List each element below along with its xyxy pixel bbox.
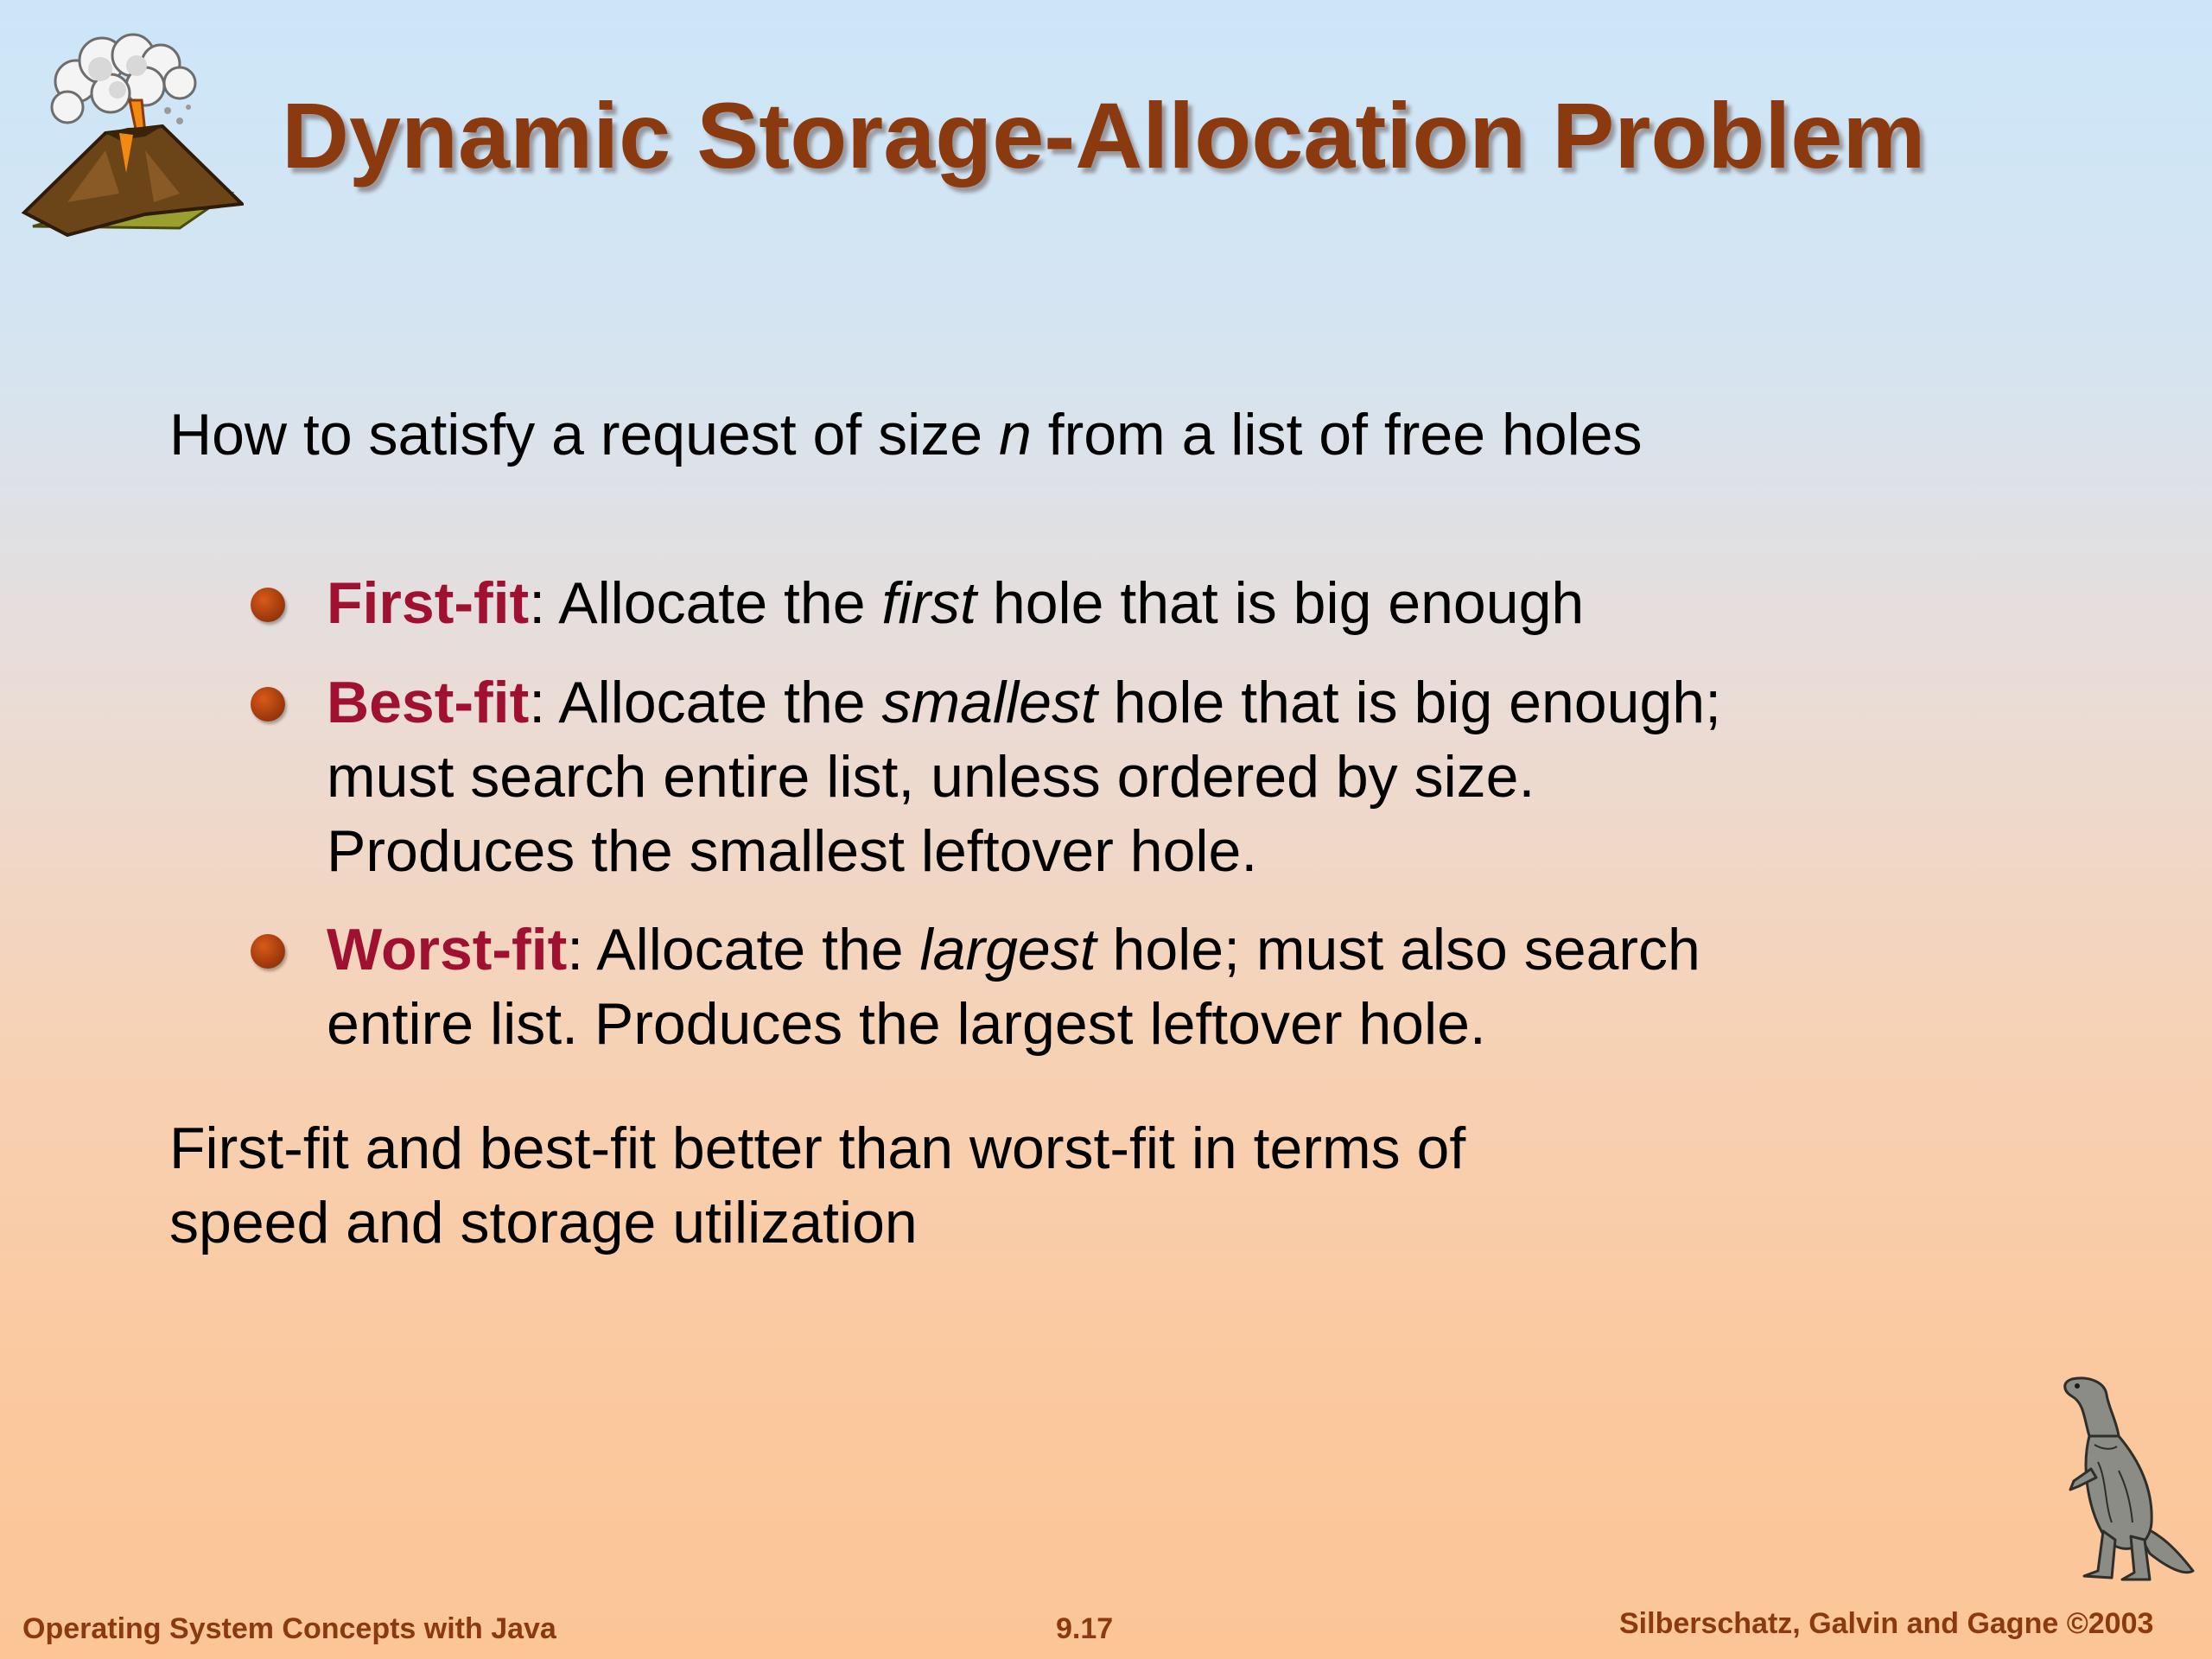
bullet-term: Best-fit: [327, 670, 530, 735]
footer-slide-number: 9.17: [1056, 1612, 1114, 1645]
bullet-first-fit: [327, 566, 1584, 640]
bullet-dot-icon: [251, 687, 285, 721]
bullet-worst-fit: [327, 912, 1700, 1061]
volcano-icon: [16, 21, 244, 242]
bullet-best-fit: [327, 665, 1721, 888]
intro-text: How to satisfy a request of size n from a list of free holes: [169, 402, 1643, 467]
bullet-term: First-fit: [327, 570, 530, 636]
bullet-dot-icon: [251, 934, 285, 969]
footer-copyright: Silberschatz, Galvin and Gagne ©2003: [1619, 1607, 2154, 1640]
slide-title: Dynamic Storage-Allocation Problem: [282, 83, 1926, 188]
bullet-line: First-fit: Allocate the first hole that is big enough: [327, 570, 1585, 636]
dinosaur-icon: [2055, 1376, 2198, 1588]
bullet-line: Produces the smallest leftover hole.: [327, 818, 1258, 884]
bullet-dot-icon: [251, 588, 285, 622]
bullet-line: Best-fit: Allocate the smallest hole that is big enough;: [327, 670, 1721, 735]
bullet-line: entire list. Produces the largest leftover hole.: [327, 991, 1486, 1057]
bullet-line: Worst-fit: Allocate the largest hole; must also search: [327, 917, 1700, 982]
bullet-line: must search entire list, unless ordered by size.: [327, 744, 1535, 810]
bullet-term: Worst-fit: [327, 917, 568, 982]
conclusion-text: First-fit and best-fit better than worst-fit in terms of speed and storage utilization: [169, 1116, 1466, 1255]
footer-course-title: Operating System Concepts with Java: [22, 1612, 556, 1645]
